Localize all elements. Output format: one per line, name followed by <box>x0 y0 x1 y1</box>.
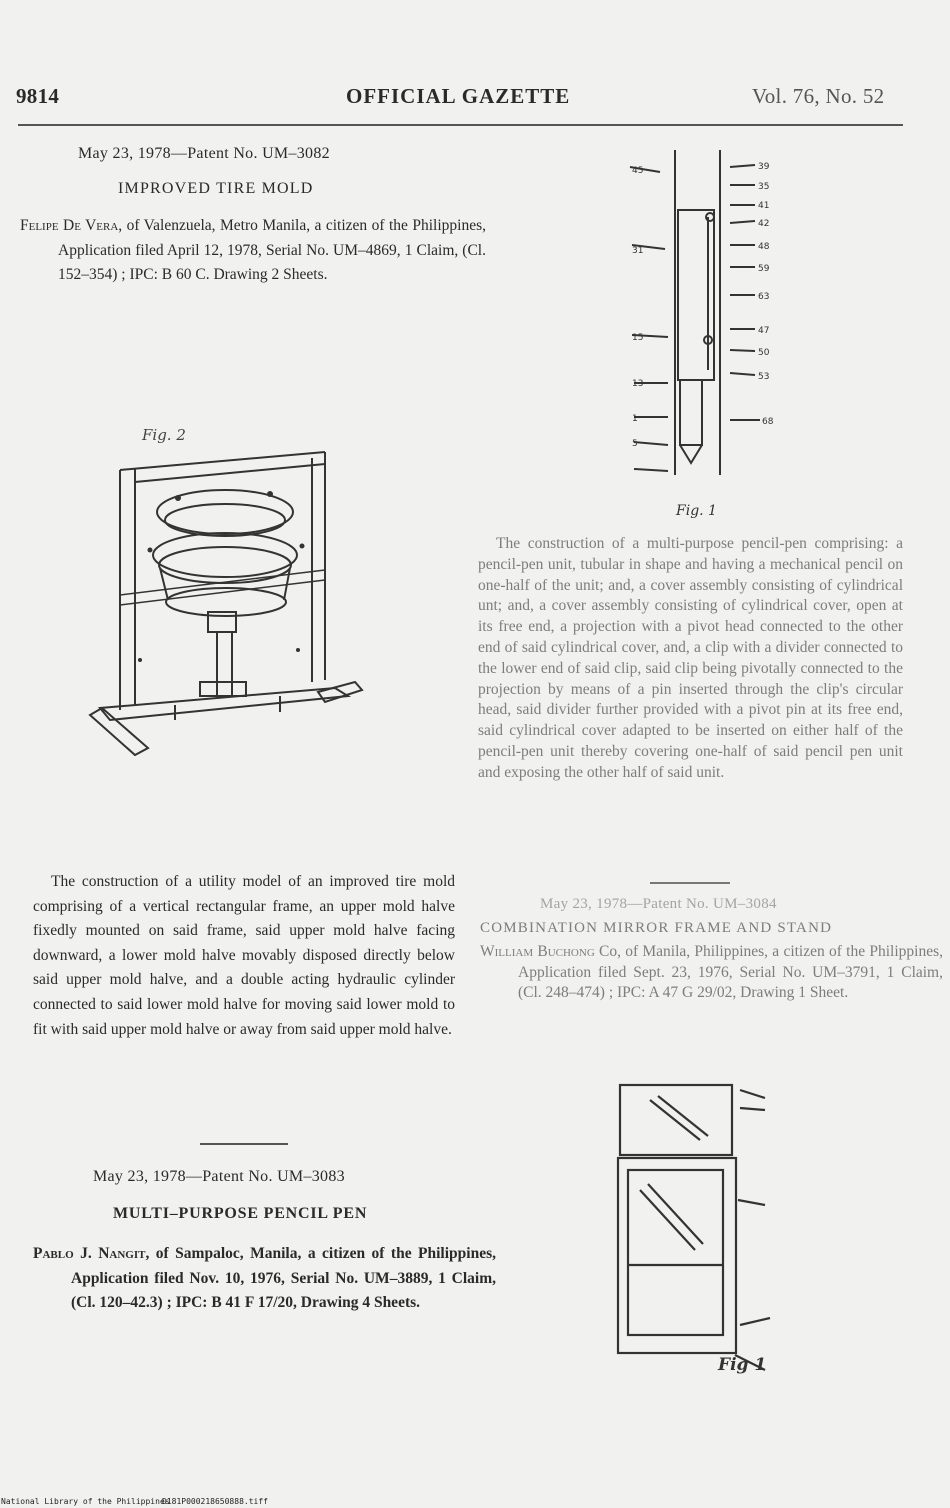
svg-text:15: 15 <box>632 333 644 343</box>
pencil-pen-figure <box>620 145 774 520</box>
entry1-applicant-details <box>20 214 486 288</box>
entry3-title: COMBINATION MIRROR FRAME AND STAND <box>480 920 833 936</box>
section-divider-right <box>650 882 730 884</box>
footer-file-id: D181P000218650888.tiff <box>162 1497 268 1506</box>
svg-text:41: 41 <box>758 201 770 211</box>
svg-text:47: 47 <box>758 326 770 336</box>
tire-mold-figure <box>80 420 370 770</box>
entry3-applicant: William Buchong <box>480 943 595 960</box>
svg-text:13: 13 <box>632 379 644 389</box>
entry2-applicant: Pablo J. Nangit <box>33 1245 146 1262</box>
svg-text:35: 35 <box>758 182 770 192</box>
svg-text:1: 1 <box>632 414 638 424</box>
pencil-pen-figure-label: Fig. 1 <box>676 503 717 519</box>
entry2-claim: The construction of a multi-purpose pencil-pen comprising: a pencil-pen unit, tubular in shape and having a mechanical pencil on one-half of the unit; and, a cover assembly consisting of cylindrical unt; and, a cover assembly consisting of cylindrical cover, open at its free end, a projection with a pivot head connected to the other end of said cylindrical cover, and, a clip with a divider connected to the lower end of said clip, said clip being pivotally connected to the projection by means of a pin inserted through the clip's circular head, said divider further provided with a pivot pin at its free end, said cylindrical cover adapted to be inserted on either half of the pencil-pen unit thereby covering one-half of said pencil pen unit and exposing the other half of said unit. <box>478 535 903 781</box>
entry3-details: Co, of Manila, Philippines, a citizen of the Philippines, Application filed Sept. 23, 1976, Serial No. UM–3791, 1 Claim, (Cl. 248–474) ; IPC: A 47 G 29/02, Drawing 1 Sheet. <box>518 943 943 1001</box>
mirror-frame-figure-label: Fig 1 <box>718 1355 767 1375</box>
header-rule <box>18 124 903 126</box>
page-number: 9814 <box>16 84 60 108</box>
section-divider-left <box>200 1143 288 1145</box>
svg-text:39: 39 <box>758 162 770 172</box>
entry3-applicant-details <box>480 942 943 1004</box>
entry2-title: MULTI–PURPOSE PENCIL PEN <box>113 1205 368 1222</box>
entry1-details: , of Valenzuela, Metro Manila, a citizen of the Philippines, Application filed April 12, 1978, Serial No. UM–4869, 1 Claim, (Cl. 152–354) ; IPC: B 60 C. Drawing 2 Sheets. <box>58 217 486 283</box>
svg-text:63: 63 <box>758 292 770 302</box>
entry1-date-patent: May 23, 1978—Patent No. UM–3082 <box>78 145 330 162</box>
svg-text:5: 5 <box>632 439 638 449</box>
svg-text:48: 48 <box>758 242 770 252</box>
svg-text:42: 42 <box>758 219 770 229</box>
mirror-frame-figure <box>600 1080 810 1380</box>
svg-text:68: 68 <box>762 417 774 427</box>
entry1-claim: The construction of a utility model of an improved tire mold comprising of a vertical rectangular frame, an upper mold halve fixedly mounted on said frame, said upper mold halve facing downward, a lower mold halve movably disposed directly below said upper mold halve, and a double acting hydraulic cylinder connected to said lower mold halve for moving said lower mold to fit with said upper mold halve or away from said upper mold halve. <box>33 873 455 1038</box>
entry2-date-patent: May 23, 1978—Patent No. UM–3083 <box>93 1168 345 1185</box>
entry2-applicant-details <box>33 1242 496 1316</box>
svg-text:59: 59 <box>758 264 770 274</box>
volume-number: Vol. 76, No. 52 <box>752 84 885 108</box>
svg-text:50: 50 <box>758 348 770 358</box>
svg-text:31: 31 <box>632 246 644 256</box>
svg-text:45: 45 <box>632 166 644 176</box>
svg-text:53: 53 <box>758 372 770 382</box>
entry1-applicant: Felipe De Vera <box>20 217 119 234</box>
tire-mold-figure-label: Fig. 2 <box>142 426 186 444</box>
entry3-date-patent: May 23, 1978—Patent No. UM–3084 <box>540 896 777 912</box>
publication-title: OFFICIAL GAZETTE <box>346 84 571 108</box>
entry1-title: IMPROVED TIRE MOLD <box>118 180 314 197</box>
entry2-details: , of Sampaloc, Manila, a citizen of the Philippines, Application filed Nov. 10, 1976, Serial No. UM–3889, 1 Claim, (Cl. 120–42.3) ; IPC: B 41 F 17/20, Drawing 4 Sheets. <box>71 1245 497 1311</box>
footer-library: National Library of the Philippines <box>1 1497 170 1506</box>
